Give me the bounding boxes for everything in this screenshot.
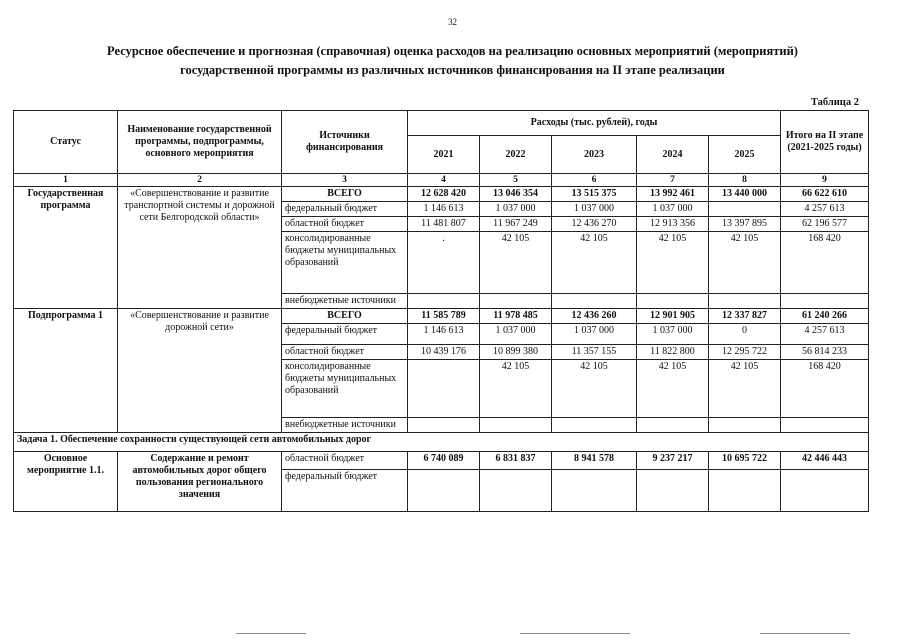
source-cell: консолидированные бюджеты муниципальных образований [282,360,408,418]
total-cell: 168 420 [781,360,869,418]
value-cell: 11 822 800 [637,345,709,360]
value-cell: 42 105 [480,232,552,294]
column-number: 4 [408,174,480,187]
value-cell [709,470,781,512]
value-cell [637,294,709,309]
value-cell [552,418,637,433]
header-name: Наименование государственной программы, подпрограммы, основного мероприятия [118,111,282,174]
value-cell: 42 105 [637,360,709,418]
value-cell [408,294,480,309]
source-cell: федеральный бюджет [282,324,408,345]
value-cell: 13 046 354 [480,187,552,202]
value-cell: 42 105 [552,360,637,418]
header-status: Статус [14,111,118,174]
value-cell: 11 481 807 [408,217,480,232]
value-cell: 1 037 000 [552,202,637,217]
source-cell: областной бюджет [282,345,408,360]
table-row [14,309,869,324]
value-cell: 13 397 895 [709,217,781,232]
value-cell: 42 105 [637,232,709,294]
total-cell: 42 446 443 [781,452,869,470]
source-cell: ВСЕГО [282,187,408,202]
document-title [20,42,885,80]
value-cell: 1 146 613 [408,324,480,345]
total-cell: 66 622 610 [781,187,869,202]
page-number: 32 [448,17,457,27]
value-cell: 12 295 722 [709,345,781,360]
value-cell: 11 978 485 [480,309,552,324]
value-cell: 12 337 827 [709,309,781,324]
value-cell: 13 992 461 [637,187,709,202]
task-row [14,433,869,452]
table-row [14,187,869,202]
source-cell: внебюджетные источники [282,418,408,433]
column-number: 9 [781,174,869,187]
expenses-table [13,110,869,512]
status-cell: Государственная программа [14,187,118,309]
value-cell: 6 740 089 [408,452,480,470]
value-cell: 10 439 176 [408,345,480,360]
value-cell: 9 237 217 [637,452,709,470]
status-cell: Подпрограмма 1 [14,309,118,433]
name-cell: «Совершенствование и развитие транспортной системы и дорожной сети Белгородской области» [118,187,282,309]
source-cell: федеральный бюджет [282,202,408,217]
value-cell: 12 901 905 [637,309,709,324]
value-cell [709,418,781,433]
scan-artifact [760,633,850,634]
header-total: Итого на II этапе (2021-2025 годы) [781,111,869,174]
status-cell: Основное мероприятие 1.1. [14,452,118,512]
value-cell: 42 105 [552,232,637,294]
value-cell [408,470,480,512]
value-cell [552,294,637,309]
task-cell: Задача 1. Обеспечение сохранности существующей сети автомобильных дорог [14,433,869,452]
value-cell: . [408,232,480,294]
value-cell: 1 037 000 [480,324,552,345]
total-cell: 4 257 613 [781,202,869,217]
value-cell [408,418,480,433]
total-cell: 62 196 577 [781,217,869,232]
scan-artifact [236,633,306,634]
value-cell: 6 831 837 [480,452,552,470]
value-cell: 1 037 000 [637,202,709,217]
value-cell [480,294,552,309]
value-cell: 13 440 000 [709,187,781,202]
source-cell: федеральный бюджет [282,470,408,512]
column-numbers-row [14,174,869,187]
source-cell: ВСЕГО [282,309,408,324]
source-cell: областной бюджет [282,452,408,470]
value-cell: 0 [709,324,781,345]
value-cell [480,418,552,433]
source-cell: внебюджетные источники [282,294,408,309]
total-cell [781,418,869,433]
column-number: 7 [637,174,709,187]
column-number: 1 [14,174,118,187]
source-cell: областной бюджет [282,217,408,232]
column-number: 8 [709,174,781,187]
value-cell [637,470,709,512]
column-number: 6 [552,174,637,187]
value-cell: 12 628 420 [408,187,480,202]
header-year: 2023 [552,136,637,174]
header-year: 2021 [408,136,480,174]
total-cell [781,470,869,512]
value-cell: 1 037 000 [552,324,637,345]
value-cell: 8 941 578 [552,452,637,470]
value-cell [408,360,480,418]
header-year: 2025 [709,136,781,174]
value-cell [709,294,781,309]
value-cell: 12 436 270 [552,217,637,232]
header-year: 2024 [637,136,709,174]
value-cell: 10 899 380 [480,345,552,360]
column-number: 3 [282,174,408,187]
column-number: 2 [118,174,282,187]
value-cell: 1 146 613 [408,202,480,217]
value-cell: 11 585 789 [408,309,480,324]
total-cell: 56 814 233 [781,345,869,360]
total-cell: 61 240 266 [781,309,869,324]
value-cell: 1 037 000 [480,202,552,217]
value-cell: 42 105 [709,360,781,418]
value-cell [637,418,709,433]
name-cell: «Совершенствование и развитие дорожной сети» [118,309,282,433]
value-cell: 42 105 [709,232,781,294]
value-cell: 12 913 356 [637,217,709,232]
value-cell [552,470,637,512]
header-expenses: Расходы (тыс. рублей), годы [408,111,781,136]
value-cell: 12 436 260 [552,309,637,324]
value-cell: 42 105 [480,360,552,418]
total-cell: 168 420 [781,232,869,294]
header-year: 2022 [480,136,552,174]
scan-artifact [520,633,630,634]
value-cell [480,470,552,512]
column-number: 5 [480,174,552,187]
value-cell: 10 695 722 [709,452,781,470]
source-cell: консолидированные бюджеты муниципальных образований [282,232,408,294]
table-label: Таблица 2 [810,97,859,108]
value-cell: 11 967 249 [480,217,552,232]
total-cell: 4 257 613 [781,324,869,345]
value-cell: 11 357 155 [552,345,637,360]
title-line-2: государственной программы из различных источников финансирования на II этапе реализации [180,63,725,77]
value-cell [709,202,781,217]
title-line-1: Ресурсное обеспечение и прогнозная (справочная) оценка расходов на реализацию основных мероприятий (мероприятий) [107,44,798,58]
value-cell: 1 037 000 [637,324,709,345]
value-cell: 13 515 375 [552,187,637,202]
name-cell: Содержание и ремонт автомобильных дорог общего пользования регионального значения [118,452,282,512]
header-sources: Источники финансирования [282,111,408,174]
total-cell [781,294,869,309]
table-row [14,452,869,470]
